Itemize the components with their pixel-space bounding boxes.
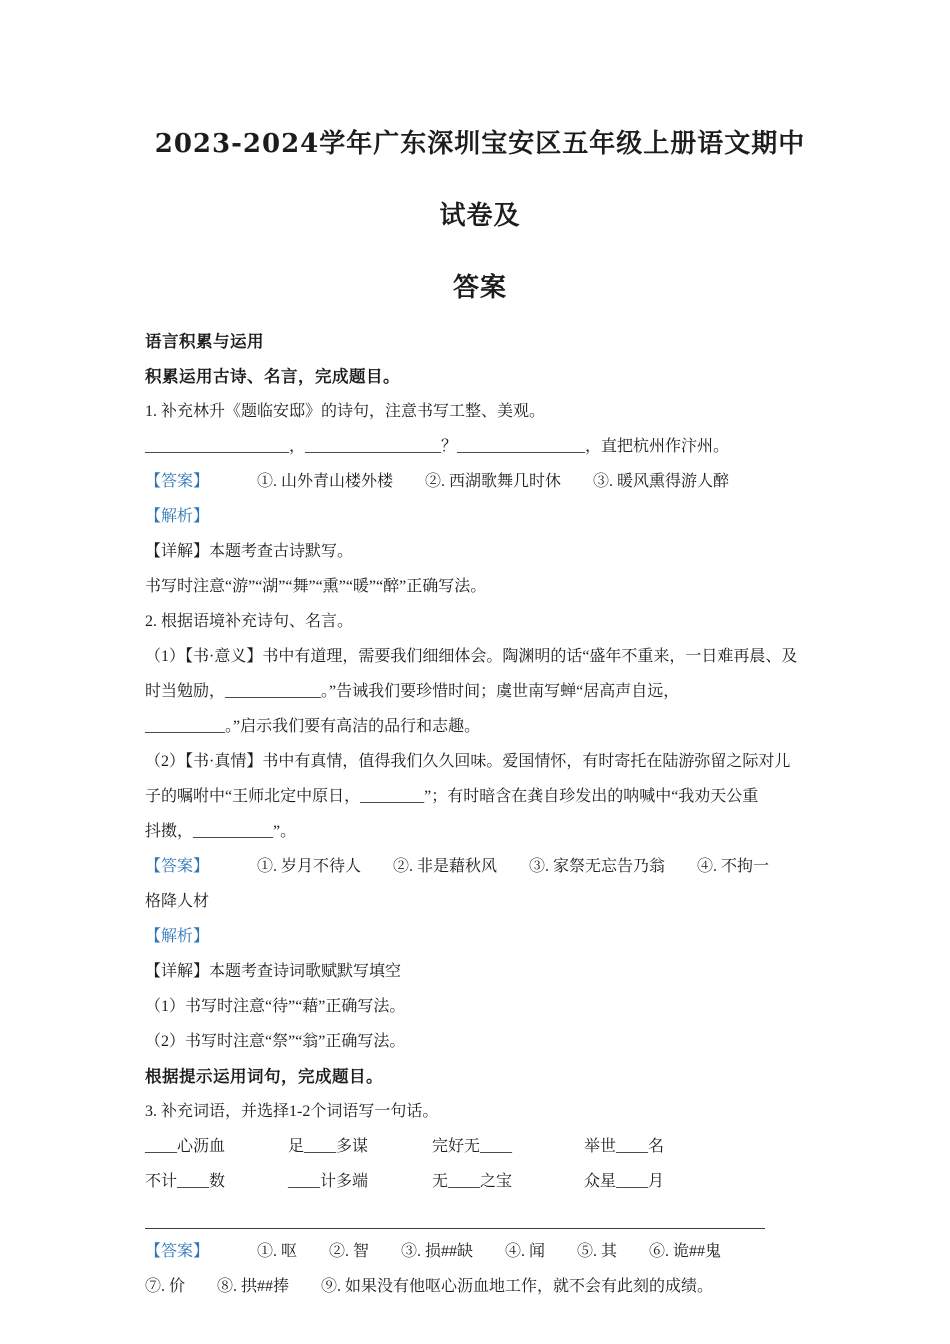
- section-heading-poems: 积累运用古诗、名言，完成题目。: [145, 367, 400, 386]
- question-2-part1-line1: （1）【书·意义】书中有道理，需要我们细细体会。陶渊明的话“盛年不重来，一日难再晨、及: [145, 648, 798, 665]
- question-2-part2-line3: 抖擞，__________”。: [145, 823, 297, 840]
- document-title-line-1: 2023-2024学年广东深圳宝安区五年级上册语文期中试卷及: [154, 129, 806, 231]
- question-3-answer-line1: [145, 1234, 815, 1269]
- fill-in-line: [145, 1228, 765, 1229]
- document-content: [0, 108, 950, 1304]
- word-blank: 众星____月: [584, 1173, 665, 1190]
- question-2-answer-line2: 格降人材: [145, 893, 210, 910]
- question-2-analysis: [145, 919, 815, 954]
- section-heading-words: 根据提示运用词句，完成题目。: [145, 1067, 383, 1086]
- question-2-detail-note2: （2）书写时注意“祭”“翁”正确写法。: [145, 1033, 406, 1050]
- word-blank: ____计多端: [288, 1173, 369, 1190]
- sentence-writing-row: [145, 1199, 815, 1234]
- answer-label: 【答案】: [145, 473, 210, 490]
- question-2-part2-line2: 子的嘱咐中“王师北定中原日，________”；有时暗含在龚自珍发出的呐喊中“我劝天公重: [145, 788, 759, 805]
- answer-text: ①. 呕 ②. 智 ③. 损##缺 ④. 闻 ⑤. 其 ⑥. 诡##鬼: [257, 1243, 722, 1260]
- word-blank: 举世____名: [584, 1138, 665, 1155]
- question-1-detail: 【详解】本题考查古诗默写。: [145, 543, 354, 560]
- answer-label: 【答案】: [145, 1243, 210, 1260]
- question-3-answer-line2: ⑦. 价 ⑧. 拱##捧 ⑨. 如果没有他呕心沥血地工作，就不会有此刻的成绩。: [145, 1278, 714, 1295]
- question-2-part1-line2: 时当勉励，____________。”告诫我们要珍惜时间；虞世南写蝉“居高声自远，: [145, 683, 680, 700]
- word-blank: 足____多谋: [288, 1138, 369, 1155]
- question-2-detail-note1: （1）书写时注意“待”“藉”正确写法。: [145, 998, 406, 1015]
- word-grid-row-2: [145, 1164, 815, 1199]
- answer-text: ①. 山外青山楼外楼 ②. 西湖歌舞几时休 ③. 暖风熏得游人醉: [257, 473, 730, 490]
- question-2-part2-line1: （2）【书·真情】书中有真情，值得我们久久回味。爱国情怀，有时寄托在陆游弥留之际对儿: [145, 753, 791, 770]
- answer-text: ①. 岁月不待人 ②. 非是藉秋风 ③. 家祭无忘告乃翁 ④. 不拘一: [257, 858, 770, 875]
- question-1-blanks: __________________，_________________？________________，直把杭州作汴州。: [145, 438, 730, 455]
- question-3-stem: 3. 补充词语，并选择1-2个词语写一句话。: [145, 1103, 439, 1120]
- document-title-line-2: 答案: [452, 273, 507, 303]
- answer-label: 【答案】: [145, 858, 210, 875]
- word-blank: 完好无____: [432, 1138, 513, 1155]
- document-title: [145, 108, 815, 324]
- question-2-part1-line3: __________。”启示我们要有高洁的品行和志趣。: [145, 718, 481, 735]
- question-1-detail-note: 书写时注意“游”“湖”“舞”“熏”“暖”“醉”正确写法。: [145, 578, 487, 595]
- question-2-stem: 2. 根据语境补充诗句、名言。: [145, 613, 354, 630]
- analysis-label: 【解析】: [145, 508, 210, 525]
- question-2-detail: 【详解】本题考查诗词歌赋默写填空: [145, 963, 402, 980]
- question-1-stem: 1. 补充林升《题临安邸》的诗句，注意书写工整、美观。: [145, 403, 546, 420]
- word-grid-row-1: [145, 1129, 815, 1164]
- word-blank: 不计____数: [145, 1173, 226, 1190]
- analysis-label: 【解析】: [145, 928, 210, 945]
- word-blank: ____心沥血: [145, 1138, 226, 1155]
- question-2-answer-line1: [145, 849, 815, 884]
- section-heading-language: 语言积累与运用: [145, 332, 264, 351]
- word-blank: 无____之宝: [432, 1173, 513, 1190]
- question-1-analysis: [145, 499, 815, 534]
- question-1-answer: [145, 464, 815, 499]
